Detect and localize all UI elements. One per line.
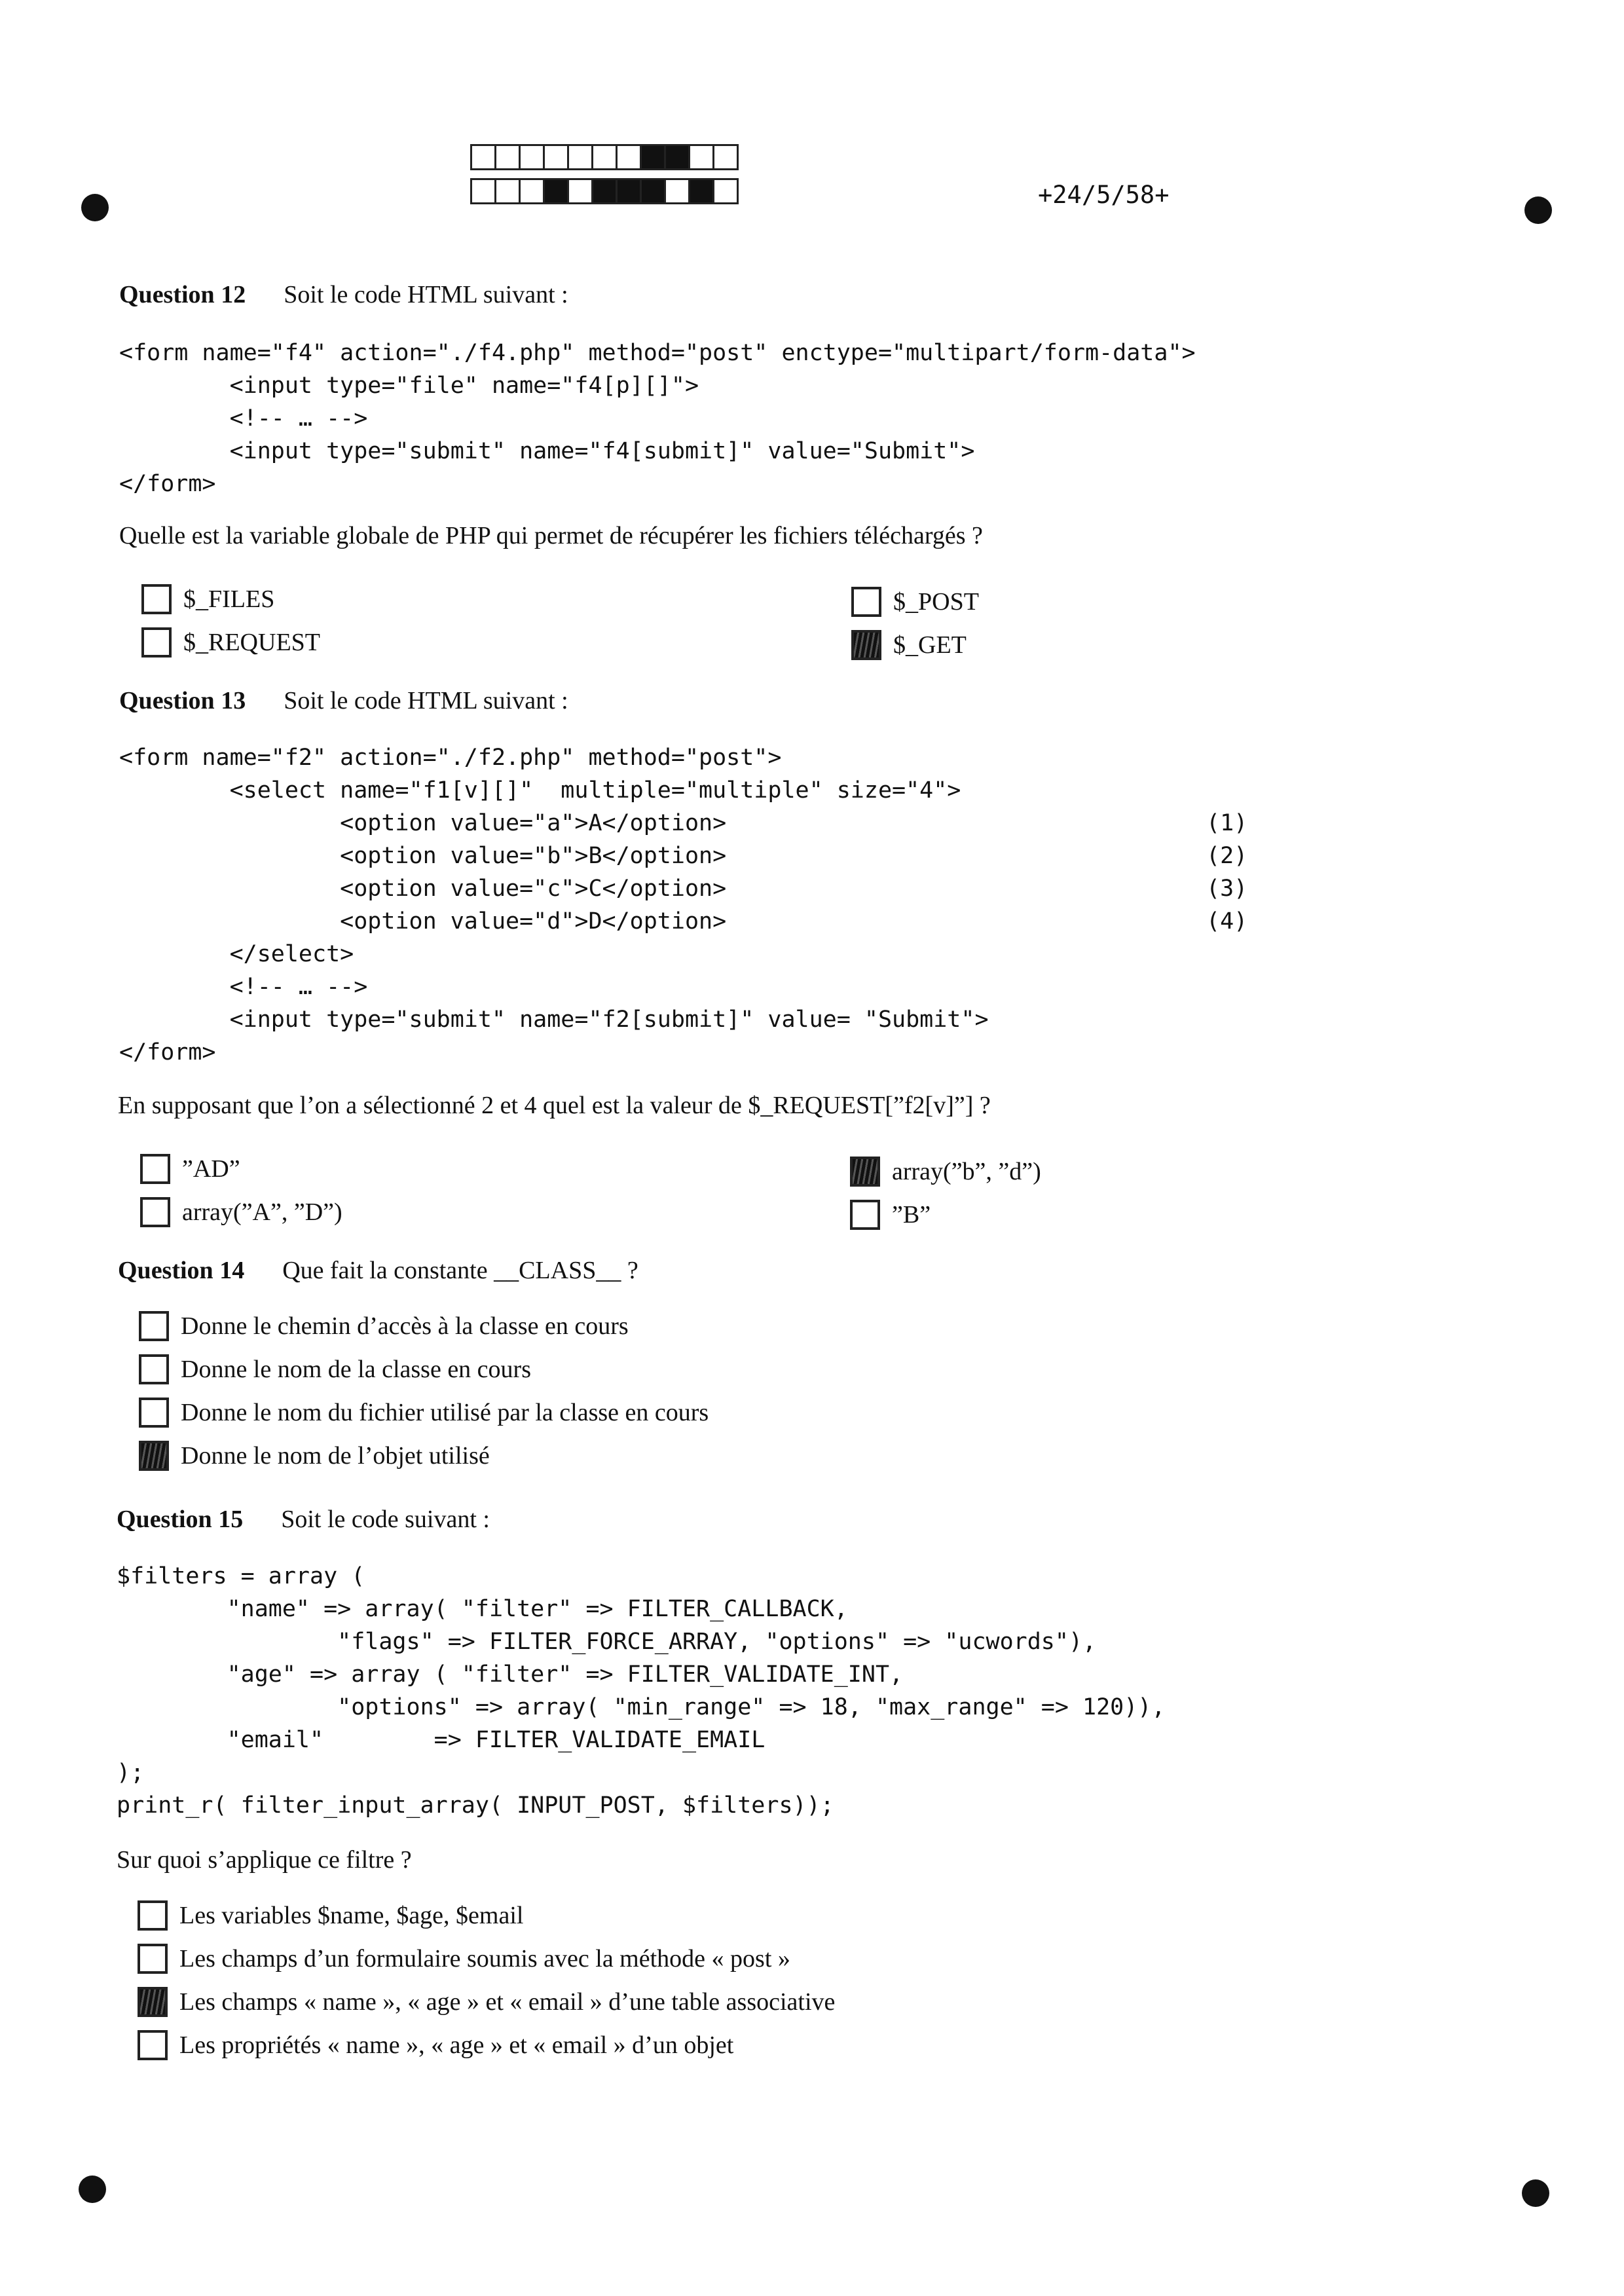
checkbox[interactable]: [851, 587, 881, 617]
question-14-title: [118, 1256, 638, 1285]
checkbox[interactable]: [139, 1441, 169, 1471]
code-line: <!-- … -->: [119, 974, 368, 1000]
option-label: $_REQUEST: [183, 629, 320, 656]
page-binary-code: [470, 144, 737, 212]
option-label: $_POST: [893, 588, 979, 616]
option-label: Les champs « name », « age » et « email » d’une table associative: [179, 1988, 836, 2016]
answer-option[interactable]: [139, 1354, 531, 1384]
question-number: Question 12: [119, 281, 246, 308]
question-number: Question 14: [118, 1257, 245, 1284]
registration-mark-top-left: [81, 194, 109, 221]
code-line: <option value="b">B</option>: [119, 843, 727, 869]
code-cell-empty: [712, 144, 739, 170]
code-line: <input type="file" name="f4[p][]">: [119, 373, 699, 399]
code-cell-filled: [616, 178, 642, 204]
line-number: (1): [1206, 810, 1248, 836]
line-number: (4): [1206, 908, 1248, 935]
code-line: "name" => array( "filter" => FILTER_CALLBACK,: [117, 1596, 848, 1622]
checkbox[interactable]: [139, 1398, 169, 1428]
code-line: <option value="a">A</option>: [119, 810, 727, 836]
checkbox[interactable]: [141, 627, 172, 657]
code-cell-filled: [640, 178, 666, 204]
question-12-prompt: Quelle est la variable globale de PHP qui permet de récupérer les fichiers téléchargés ?: [119, 522, 983, 549]
answer-option[interactable]: [851, 630, 967, 660]
question-13-prompt: En supposant que l’on a sélectionné 2 et 4 quel est la valeur de $_REQUEST[”f2[v]”] ?: [118, 1092, 991, 1119]
code-line: );: [117, 1760, 145, 1786]
code-line: <option value="c">C</option>: [119, 876, 727, 902]
answer-option[interactable]: [139, 1441, 490, 1471]
option-label: Donne le nom du fichier utilisé par la classe en cours: [181, 1399, 709, 1426]
question-heading: Soit le code HTML suivant :: [284, 687, 568, 714]
answer-option[interactable]: [140, 1154, 240, 1184]
registration-mark-bottom-right: [1522, 2179, 1549, 2207]
code-cell-filled: [640, 144, 666, 170]
code-line: </form>: [119, 471, 216, 497]
answer-option[interactable]: [139, 1398, 709, 1428]
code-cell-empty: [494, 144, 521, 170]
code-line: "age" => array ( "filter" => FILTER_VALIDATE_INT,: [117, 1661, 904, 1688]
question-13-code: [119, 741, 989, 1069]
checkbox[interactable]: [850, 1200, 880, 1230]
line-number: (3): [1206, 876, 1248, 902]
code-line: <option value="d">D</option>: [119, 908, 727, 935]
code-cell-empty: [712, 178, 739, 204]
code-row: [470, 144, 737, 170]
question-heading: Soit le code HTML suivant :: [284, 281, 568, 308]
code-cell-empty: [519, 144, 545, 170]
checkbox[interactable]: [138, 1900, 168, 1931]
page-id: +24/5/58+: [1038, 181, 1170, 209]
code-cell-empty: [519, 178, 545, 204]
answer-option[interactable]: [850, 1157, 1041, 1187]
code-cell-empty: [470, 144, 496, 170]
registration-mark-top-right: [1524, 196, 1552, 224]
answer-option[interactable]: [138, 2030, 733, 2060]
option-label: Les propriétés « name », « age » et « email » d’un objet: [179, 2031, 734, 2059]
code-cell-filled: [664, 144, 690, 170]
code-line: </form>: [119, 1039, 216, 1065]
code-line: <select name="f1[v][]" multiple="multiple" size="4">: [119, 777, 961, 804]
code-cell-empty: [688, 144, 714, 170]
option-label: array(”A”, ”D”): [182, 1198, 342, 1226]
option-label: Donne le nom de l’objet utilisé: [181, 1442, 490, 1470]
answer-option[interactable]: [141, 584, 274, 614]
code-line: "options" => array( "min_range" => 18, "max_range" => 120)),: [117, 1694, 1166, 1720]
option-label: Les variables $name, $age, $email: [179, 1902, 524, 1929]
answer-option[interactable]: [139, 1311, 629, 1341]
option-label: Les champs d’un formulaire soumis avec la méthode « post »: [179, 1945, 790, 1972]
checkbox[interactable]: [139, 1311, 169, 1341]
option-label: ”AD”: [182, 1155, 240, 1183]
question-heading: Soit le code suivant :: [281, 1506, 490, 1533]
code-cell-empty: [567, 144, 593, 170]
checkbox[interactable]: [138, 2030, 168, 2060]
question-number: Question 13: [119, 687, 246, 714]
option-label: array(”b”, ”d”): [892, 1158, 1041, 1185]
code-line: $filters = array (: [117, 1563, 365, 1589]
code-line: print_r( filter_input_array( INPUT_POST, $filters));: [117, 1792, 834, 1819]
question-12-title: [119, 280, 568, 309]
code-cell-empty: [567, 178, 593, 204]
code-cell-empty: [470, 178, 496, 204]
question-15-prompt: Sur quoi s’applique ce filtre ?: [117, 1846, 412, 1874]
code-cell-empty: [543, 144, 569, 170]
answer-option[interactable]: [850, 1200, 931, 1230]
answer-option[interactable]: [138, 1944, 790, 1974]
answer-option[interactable]: [851, 587, 979, 617]
checkbox[interactable]: [850, 1157, 880, 1187]
code-cell-filled: [688, 178, 714, 204]
answer-option[interactable]: [140, 1197, 342, 1227]
question-number: Question 15: [117, 1506, 244, 1533]
option-label: $_GET: [893, 631, 967, 659]
checkbox[interactable]: [851, 630, 881, 660]
question-12-code: [119, 337, 1196, 500]
answer-option[interactable]: [138, 1987, 835, 2017]
code-cell-empty: [494, 178, 521, 204]
option-label: Donne le chemin d’accès à la classe en cours: [181, 1312, 629, 1340]
answer-option[interactable]: [141, 627, 320, 657]
answer-option[interactable]: [138, 1900, 523, 1931]
code-line: </select>: [119, 941, 354, 967]
code-line: <input type="submit" name="f4[submit]" value="Submit">: [119, 438, 975, 464]
question-13-title: [119, 686, 568, 715]
code-cell-filled: [591, 178, 618, 204]
code-line: <form name="f2" action="./f2.php" method="post">: [119, 745, 782, 771]
checkbox[interactable]: [140, 1154, 170, 1184]
option-label: Donne le nom de la classe en cours: [181, 1356, 531, 1383]
line-number: (2): [1206, 843, 1248, 869]
code-cell-empty: [591, 144, 618, 170]
checkbox[interactable]: [140, 1197, 170, 1227]
question-15-code: [117, 1560, 1165, 1822]
checkbox[interactable]: [141, 584, 172, 614]
code-cell-empty: [664, 178, 690, 204]
checkbox[interactable]: [138, 1987, 168, 2017]
code-line: <form name="f4" action="./f4.php" method="post" enctype="multipart/form-data">: [119, 340, 1196, 366]
code-line: "flags" => FILTER_FORCE_ARRAY, "options" => "ucwords"),: [117, 1629, 1097, 1655]
option-label: ”B”: [892, 1201, 931, 1229]
option-label: $_FILES: [183, 585, 275, 613]
code-cell-empty: [616, 144, 642, 170]
code-row: [470, 178, 737, 204]
code-line: <!-- … -->: [119, 405, 368, 432]
code-cell-filled: [543, 178, 569, 204]
code-line: <input type="submit" name="f2[submit]" value= "Submit">: [119, 1007, 989, 1033]
checkbox[interactable]: [138, 1944, 168, 1974]
registration-mark-bottom-left: [79, 2176, 106, 2203]
question-heading: Que fait la constante __CLASS__ ?: [282, 1257, 638, 1284]
code-line: "email" => FILTER_VALIDATE_EMAIL: [117, 1727, 766, 1753]
checkbox[interactable]: [139, 1354, 169, 1384]
question-15-title: [117, 1505, 490, 1534]
